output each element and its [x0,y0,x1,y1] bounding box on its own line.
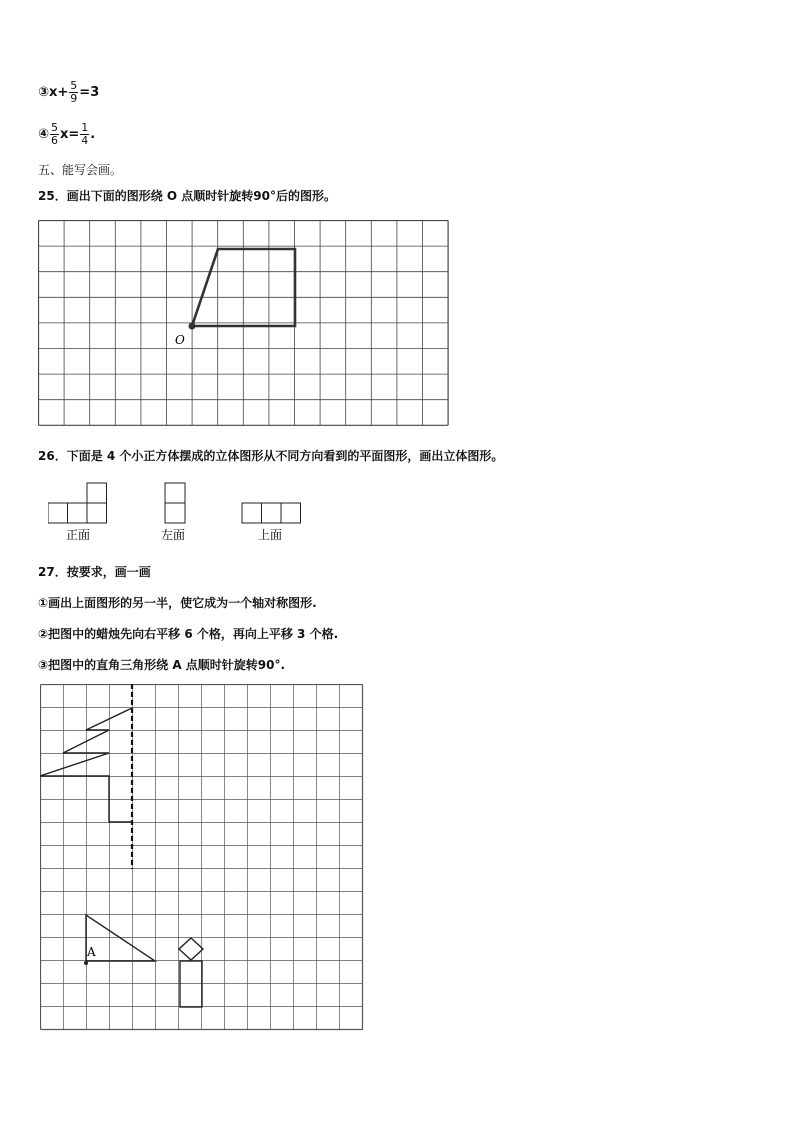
equation-4-mid: x= [60,127,80,142]
question-27-item-2: ②把图中的蜡烛先向右平移 6 个格，再向上平移 3 个格. [38,627,339,641]
question-26-views [48,482,308,544]
equation-4-denominator-1: 6 [51,134,59,147]
front-view-label: 正面 [66,528,91,542]
candle-body [180,961,202,1007]
equation-4-numerator-1: 5 [51,121,59,134]
equation-3-post: =3 [79,85,100,100]
point-a-label: A [87,945,96,959]
point-a [84,961,88,965]
question-27-grid [40,684,366,1032]
equation-3-mark: ③ [38,85,50,100]
question-27-item-3: ③把图中的直角三角形绕 A 点顺时针旋转90°. [38,658,286,672]
front-view-shape [48,483,107,523]
equation-4-fraction-2 [80,122,89,147]
half-tree-figure [40,708,132,822]
equation-4-fraction-1 [50,122,59,147]
equation-4-post: . [90,127,96,142]
left-view-shape [165,483,185,523]
question-25-grid [38,220,450,430]
candle-flame [179,938,203,960]
equation-4-denominator-2: 4 [81,134,89,147]
equation-3-pre: x+ [49,85,69,100]
question-26-text: 26．下面是 4 个小正方体摆成的立体图形从不同方向看到的平面图形，画出立体图形。 [38,449,504,463]
top-view-shape [242,503,301,523]
equation-3-denominator: 9 [70,92,78,105]
equation-4 [38,122,95,147]
right-triangle [86,915,155,961]
equation-4-mark: ④ [38,127,50,142]
equation-3-fraction [69,80,78,105]
equation-4-numerator-2: 1 [81,121,89,134]
question-25-point-o [189,323,196,330]
question-27-item-1: ①画出上面图形的另一半，使它成为一个轴对称图形. [38,596,317,610]
question-25-text: 25．画出下面的图形绕 O 点顺时针旋转90°后的图形。 [38,189,336,203]
left-view-label: 左面 [161,528,186,542]
equation-3 [38,80,99,105]
section-5-title: 五、能写会画。 [38,163,123,177]
question-27-text: 27．按要求，画一画 [38,565,151,579]
question-25-point-label: O [175,333,185,347]
top-view-label: 上面 [258,528,283,542]
equation-3-numerator: 5 [70,79,78,92]
